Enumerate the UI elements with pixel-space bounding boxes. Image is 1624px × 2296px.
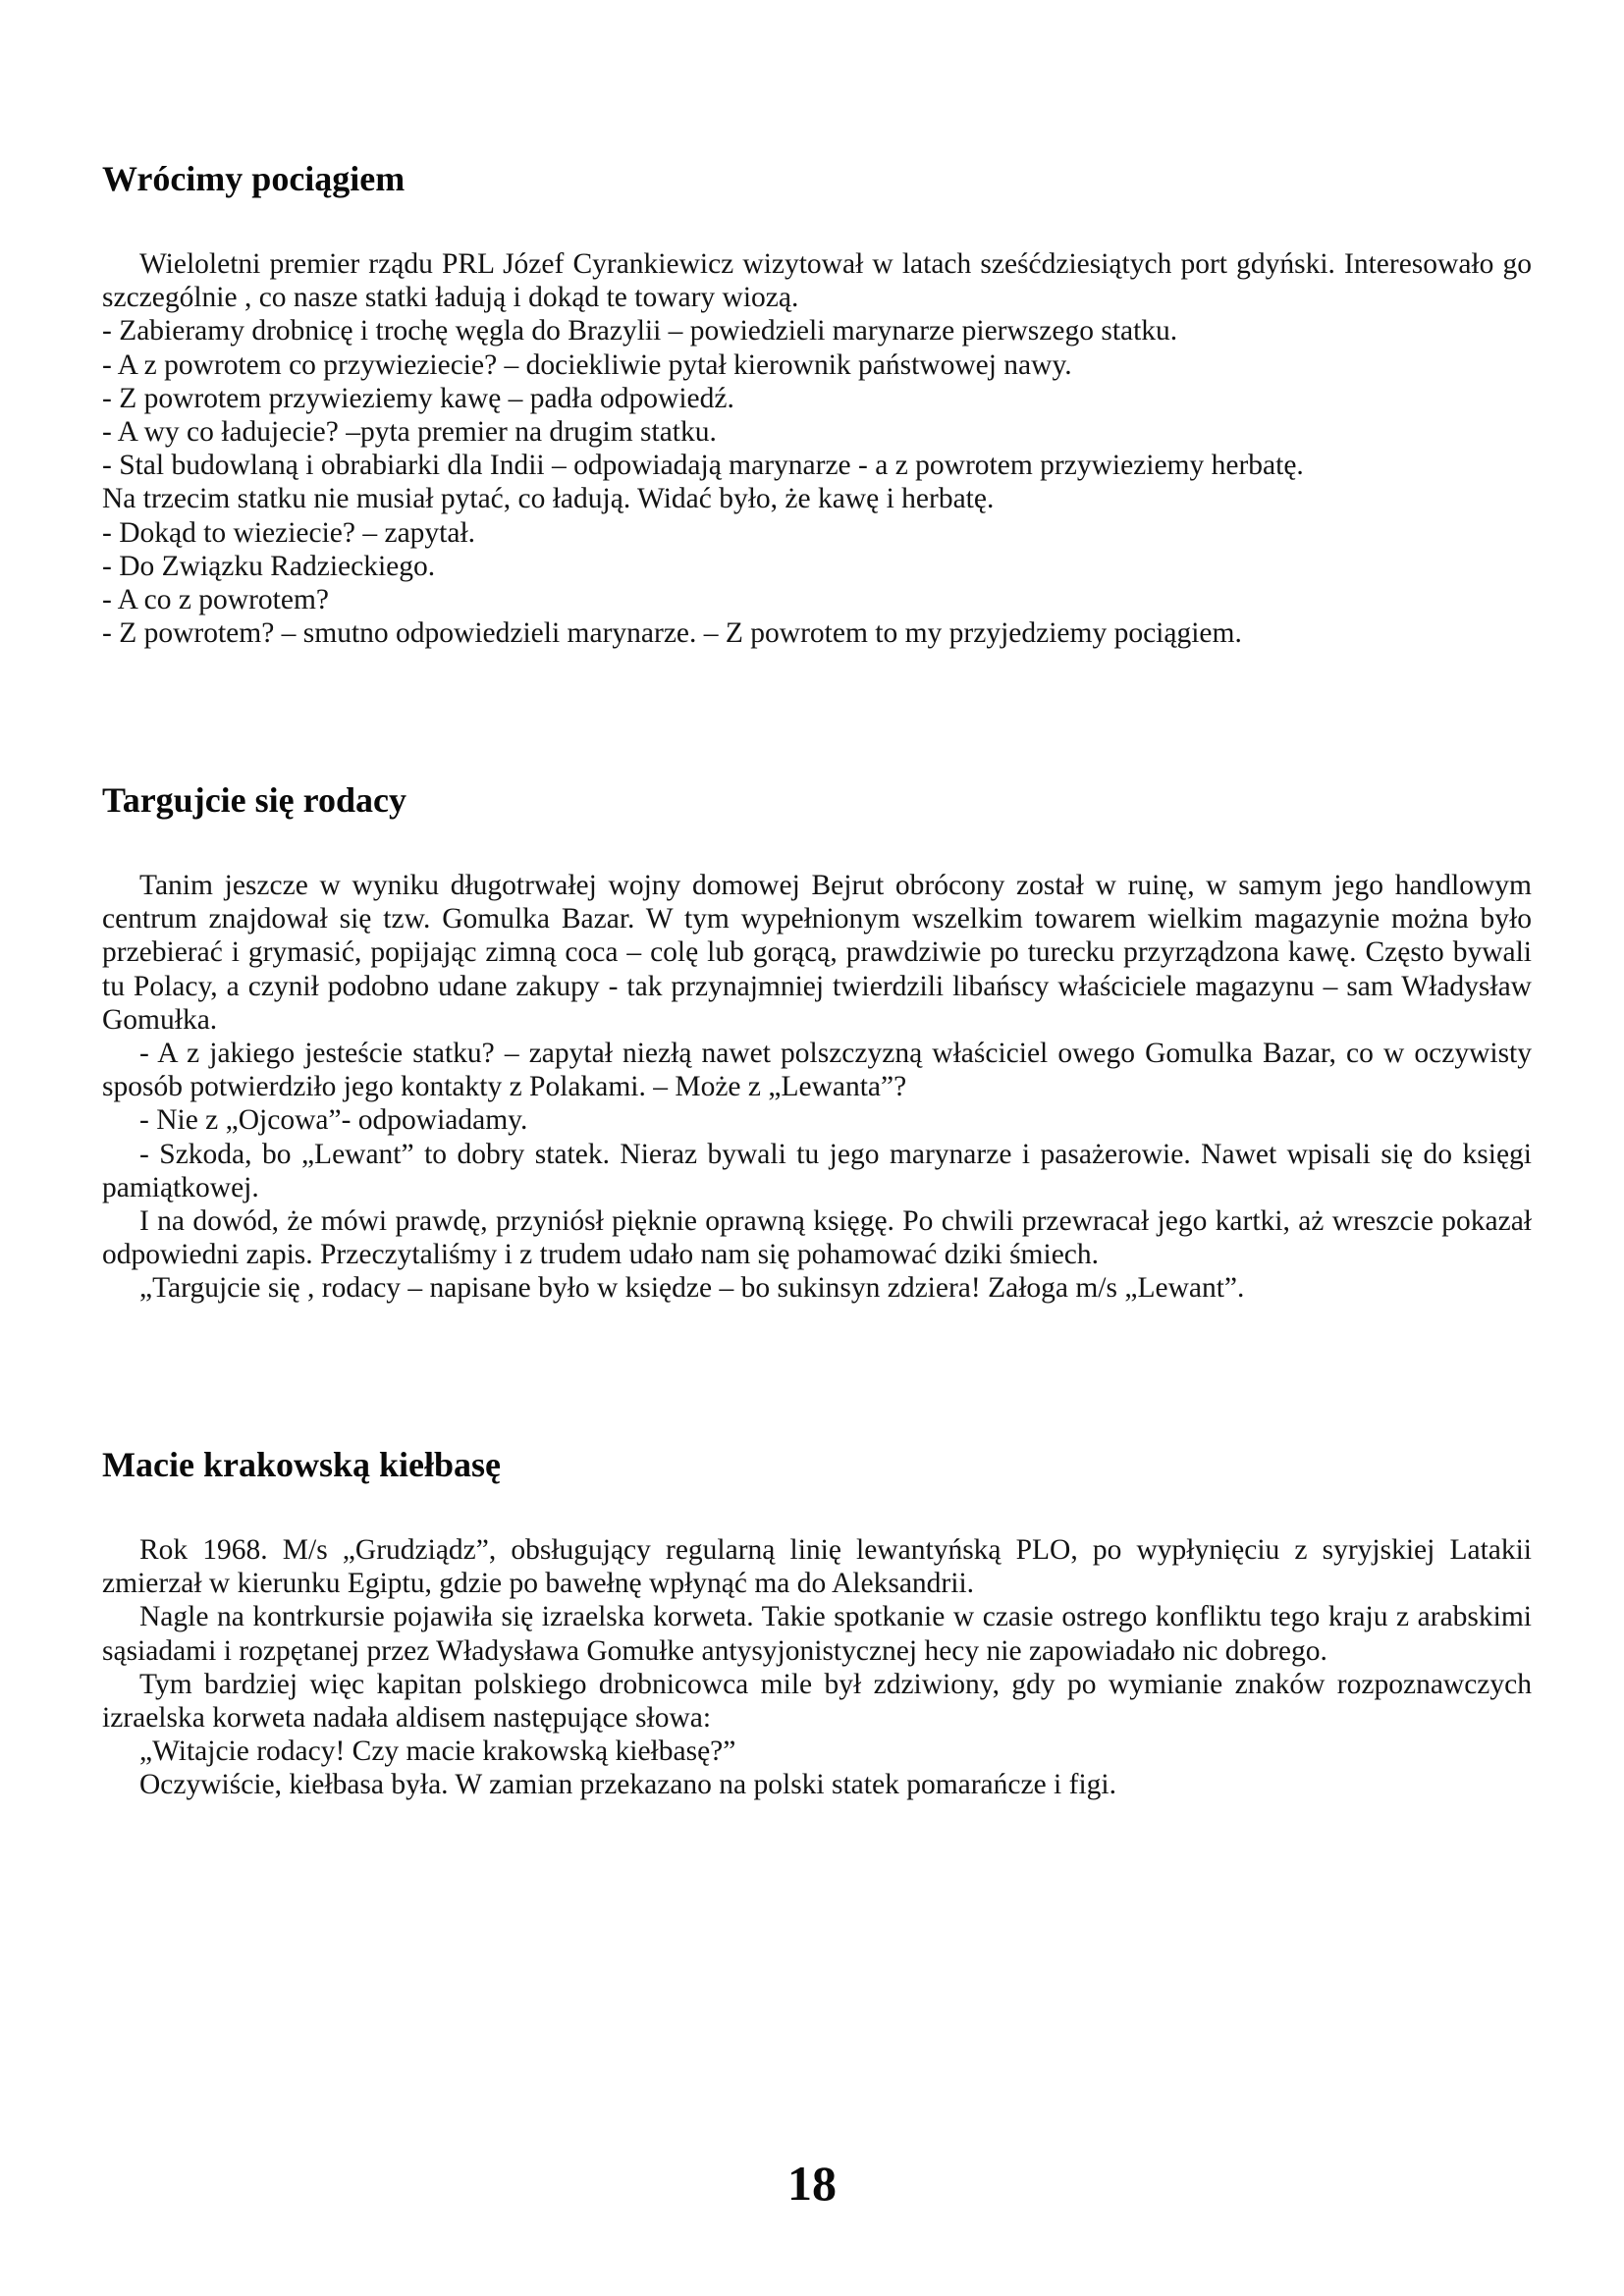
- section-targujcie-sie-rodacy: [102, 780, 1532, 1306]
- dialogue-line: - Do Związku Radzieckiego.: [102, 550, 436, 582]
- paragraph: I na dowód, że mówi prawdę, przyniósł pięknie oprawną księgę. Po chwili przewracał jego kartki, aż wreszcie pokazał odpowiedni zapis. Przeczytaliśmy i z trudem udało nam się pohamować dziki śmiech.: [102, 1205, 1532, 1271]
- section-heading: Macie krakowską kiełbasę: [102, 1445, 502, 1484]
- paragraph: Oczywiście, kiełbasa była. W zamian przekazano na polski statek pomarańcze i figi.: [139, 1769, 1116, 1801]
- dialogue-line: - A z jakiego jesteście statku? – zapytał niezłą nawet polszczyzną właściciel owego Gomulka Bazar, co w oczywisty sposób potwierdziło jego kontakty z Polakami. – Może z „Lewanta”?: [102, 1038, 1532, 1103]
- section-body: [102, 1533, 1532, 1802]
- dialogue-line: - Stal budowlaną i obrabiarki dla Indii – odpowiadają marynarze - a z powrotem przywieziemy herbatę.: [102, 450, 1304, 482]
- dialogue-line: - Dokąd to wieziecie? – zapytał.: [102, 516, 476, 549]
- quote-line: „Targujcie się , rodacy – napisane było w księdze – bo sukinsyn zdziera! Załoga m/s „Lewant”.: [139, 1272, 1245, 1305]
- dialogue-line: - Zabieramy drobnicę i trochę węgla do Brazylii – powiedzieli marynarze pierwszego statku.: [102, 315, 1178, 347]
- paragraph: Wieloletni premier rządu PRL Józef Cyrankiewicz wizytował w latach sześćdziesiątych port gdyński. Interesowało go szczególnie , co nasze statki ładują i dokąd te towary wiozą.: [102, 248, 1532, 314]
- section-macie-krakowska-kielbase: [102, 1445, 1532, 1802]
- page-number: 18: [787, 2156, 837, 2211]
- dialogue-line: - Szkoda, bo „Lewant” to dobry statek. Nieraz bywali tu jego marynarze i pasażerowie. Nawet wpisali się do księgi pamiątkowej.: [102, 1138, 1532, 1203]
- dialogue-line: - A z powrotem co przywieziecie? – dociekliwie pytał kierownik państwowej nawy.: [102, 348, 1072, 381]
- paragraph: Na trzecim statku nie musiał pytać, co ładują. Widać było, że kawę i herbatę.: [102, 483, 995, 515]
- dialogue-line: - Nie z „Ojcowa”- odpowiadamy.: [139, 1104, 528, 1137]
- dialogue-line: - Z powrotem? – smutno odpowiedzieli marynarze. – Z powrotem to my przyjedziemy pociągiem.: [102, 617, 1242, 650]
- paragraph: Tanim jeszcze w wyniku długotrwałej wojny domowej Bejrut obrócony został w ruinę, w samym jego handlowym centrum znajdował się tzw. Gomulka Bazar. W tym wypełnionym wszelkim towarem wielkim magazynie można było przebierać i grymasić, popijając zimną coca – colę lub gorącą, prawdziwie po turecku przyrządzona kawę. Często bywali tu Polacy, a czynił podobno udane zakupy - tak przynajmniej twierdzili libańscy właściciele magazynu – sam Władysław Gomułka.: [102, 870, 1532, 1036]
- section-heading: Wrócimy pociągiem: [102, 159, 406, 198]
- quote-line: „Witajcie rodacy! Czy macie krakowską kiełbasę?”: [139, 1735, 736, 1768]
- dialogue-line: - A co z powrotem?: [102, 584, 330, 616]
- section-body: [102, 247, 1532, 650]
- paragraph: Rok 1968. M/s „Grudziądz”, obsługujący regularną linię lewantyńską PLO, po wypłynięciu z syryjskiej Latakii zmierzał w kierunku Egiptu, gdzie po bawełnę wpłynąć ma do Aleksandrii.: [102, 1534, 1532, 1600]
- paragraph: Tym bardziej więc kapitan polskiego drobnicowca mile był zdziwiony, gdy po wymianie znaków rozpoznawczych izraelska korweta nadała aldisem następujące słowa:: [102, 1668, 1532, 1735]
- section-body: [102, 869, 1532, 1306]
- dialogue-line: - A wy co ładujecie? –pyta premier na drugim statku.: [102, 416, 717, 449]
- paragraph: Nagle na kontrkursie pojawiła się izraelska korweta. Takie spotkanie w czasie ostrego konfliktu tego kraju z arabskimi sąsiadami i rozpętanej przez Władysława Gomułke antysyjonistycznej hecy nie zapowiadało nic dobrego.: [102, 1601, 1532, 1667]
- dialogue-line: - Z powrotem przywieziemy kawę – padła odpowiedź.: [102, 382, 734, 414]
- section-heading: Targujcie się rodacy: [102, 780, 406, 820]
- section-wrocimy-pociagiem: [102, 159, 1532, 650]
